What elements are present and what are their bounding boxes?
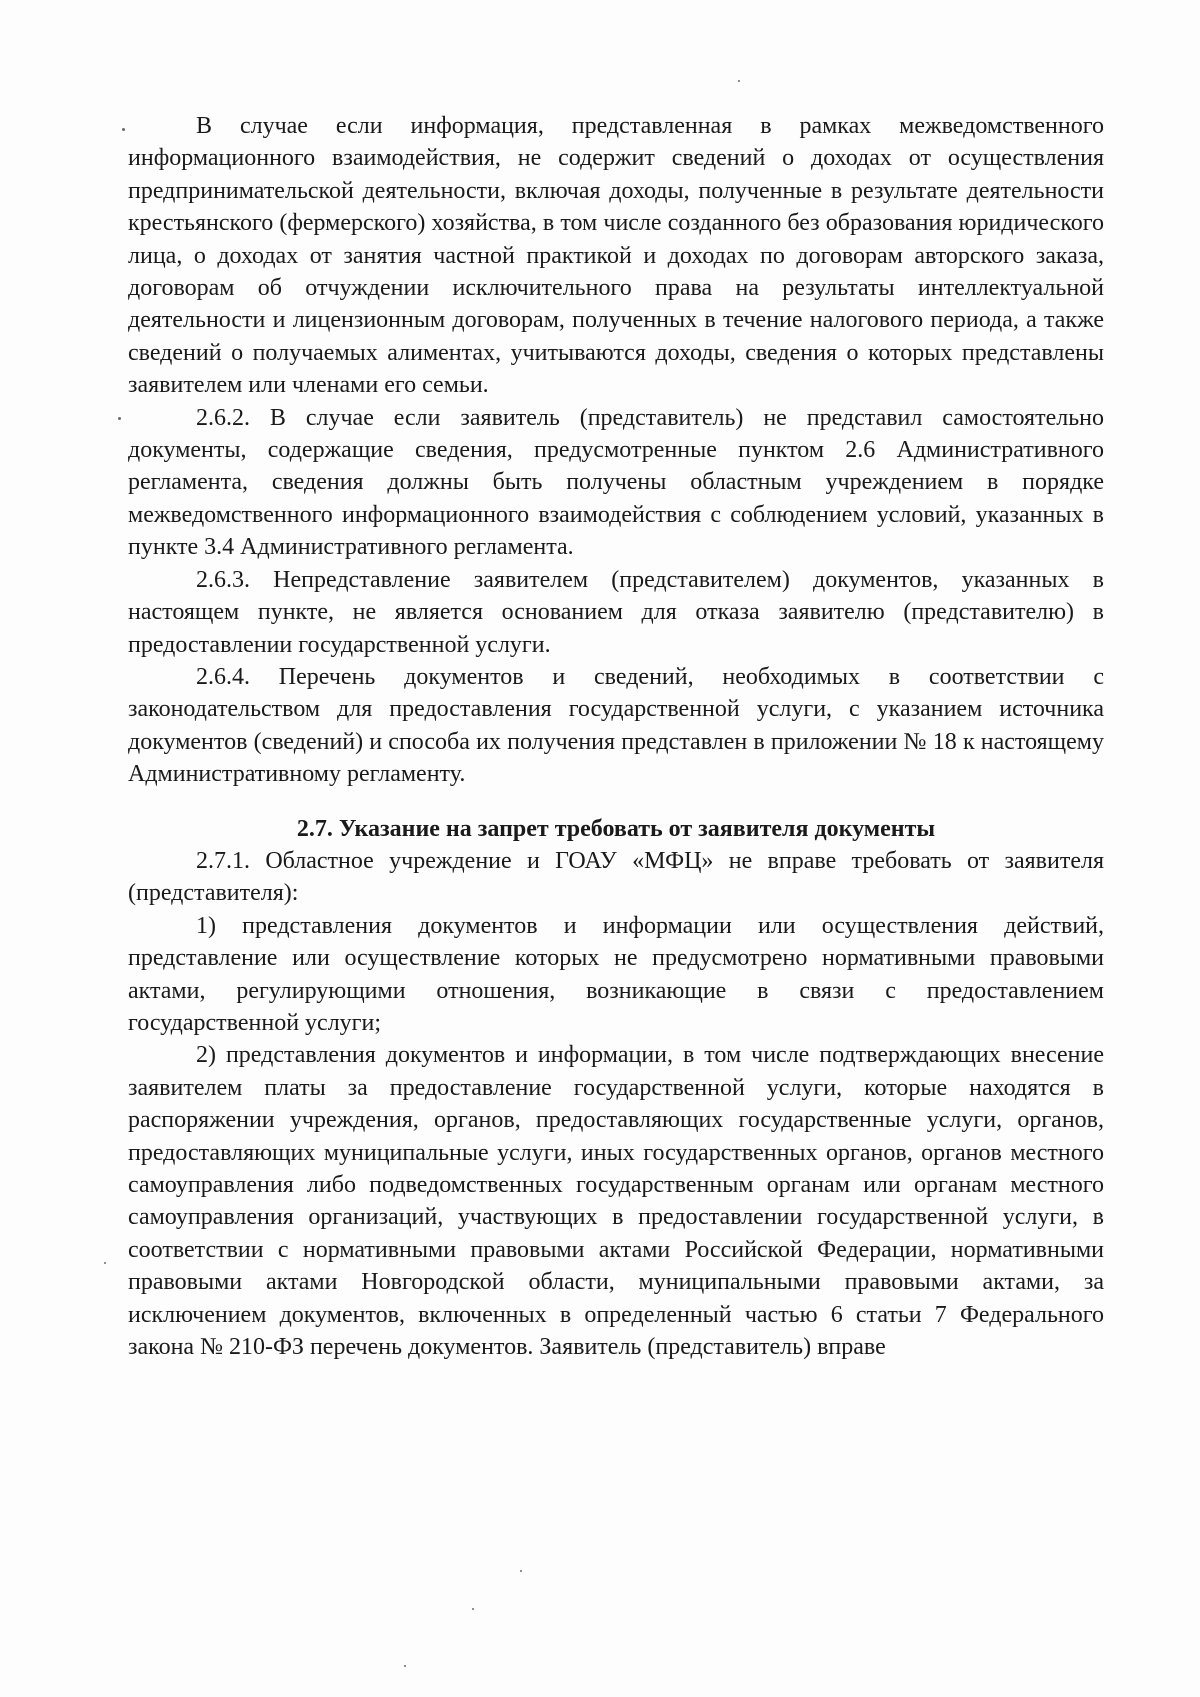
document-body	[128, 110, 1104, 1363]
scan-speck	[104, 1262, 106, 1264]
scan-speck	[122, 128, 125, 131]
scan-speck	[404, 1665, 406, 1667]
paragraph: В случае если информация, представленная в рамках межведомственного информационного взаимодействия, не содержит сведений о доходах от осуществления предпринимательской деятельности, включая доходы, полученные в результате деятельности крестьянского (фермерского) хозяйства, в том числе созданного без образования юридического лица, о доходах от занятия частной практикой и доходах по договорам авторского заказа, договорам об отчуждении исключительного права на результаты интеллектуальной деятельности и лицензионным договорам, полученных в течение налогового периода, а также сведений о получаемых алиментах, учитываются доходы, сведения о которых представлены заявителем или членами его семьи.	[128, 113, 1104, 399]
paragraph: 2.6.2. В случае если заявитель (представитель) не представил самостоятельно документы, содержащие сведения, предусмотренные пунктом 2.6 Административного регламента, сведения должны быть получены областным учреждением в порядке межведомственного информационного взаимодействия с соблюдением условий, указанных в пункте 3.4 Административного регламента.	[128, 404, 1104, 561]
paragraph: 2.6.4. Перечень документов и сведений, необходимых в соответствии с законодательством для предоставления государственной услуги, с указанием источника документов (сведений) и способа их получения представлен в приложении № 18 к настоящему Административному регламенту.	[128, 663, 1104, 788]
scan-speck	[472, 1608, 474, 1610]
section-heading: 2.7. Указание на запрет требовать от заявителя документы	[296, 815, 936, 842]
scan-speck	[118, 417, 121, 420]
list-item: 2) представления документов и информации, в том числе подтверждающих внесение заявителем платы за предоставление государственной услуги, которые находятся в распоряжении учреждения, органов, предоставляющих государственные услуги, органов, предоставляющих муниципальные услуги, иных государственных органов, органов местного самоуправления либо подведомственных государственным органам или органам местного самоуправления организаций, участвующих в предоставлении государственной услуги, в соответствии с нормативными правовыми актами Российской Федерации, нормативными правовыми актами Новгородской области, муниципальными правовыми актами, за исключением документов, включенных в определенный частью 6 статьи 7 Федерального закона № 210-ФЗ перечень документов. Заявитель (представитель) вправе	[128, 1042, 1104, 1361]
paragraph: 2.7.1. Областное учреждение и ГОАУ «МФЦ» не вправе требовать от заявителя (представителя):	[128, 847, 1104, 907]
paragraph: 2.6.3. Непредставление заявителем (представителем) документов, указанных в настоящем пункте, не является основанием для отказа заявителю (представителю) в предоставлении государственной услуги.	[128, 566, 1104, 658]
scan-speck	[520, 1570, 522, 1572]
scan-speck	[738, 80, 740, 82]
list-item: 1) представления документов и информации или осуществления действий, представление или осуществление которых не предусмотрено нормативными правовыми актами, регулирующими отношения, возникающие в связи с предоставлением государственной услуги;	[128, 912, 1104, 1036]
